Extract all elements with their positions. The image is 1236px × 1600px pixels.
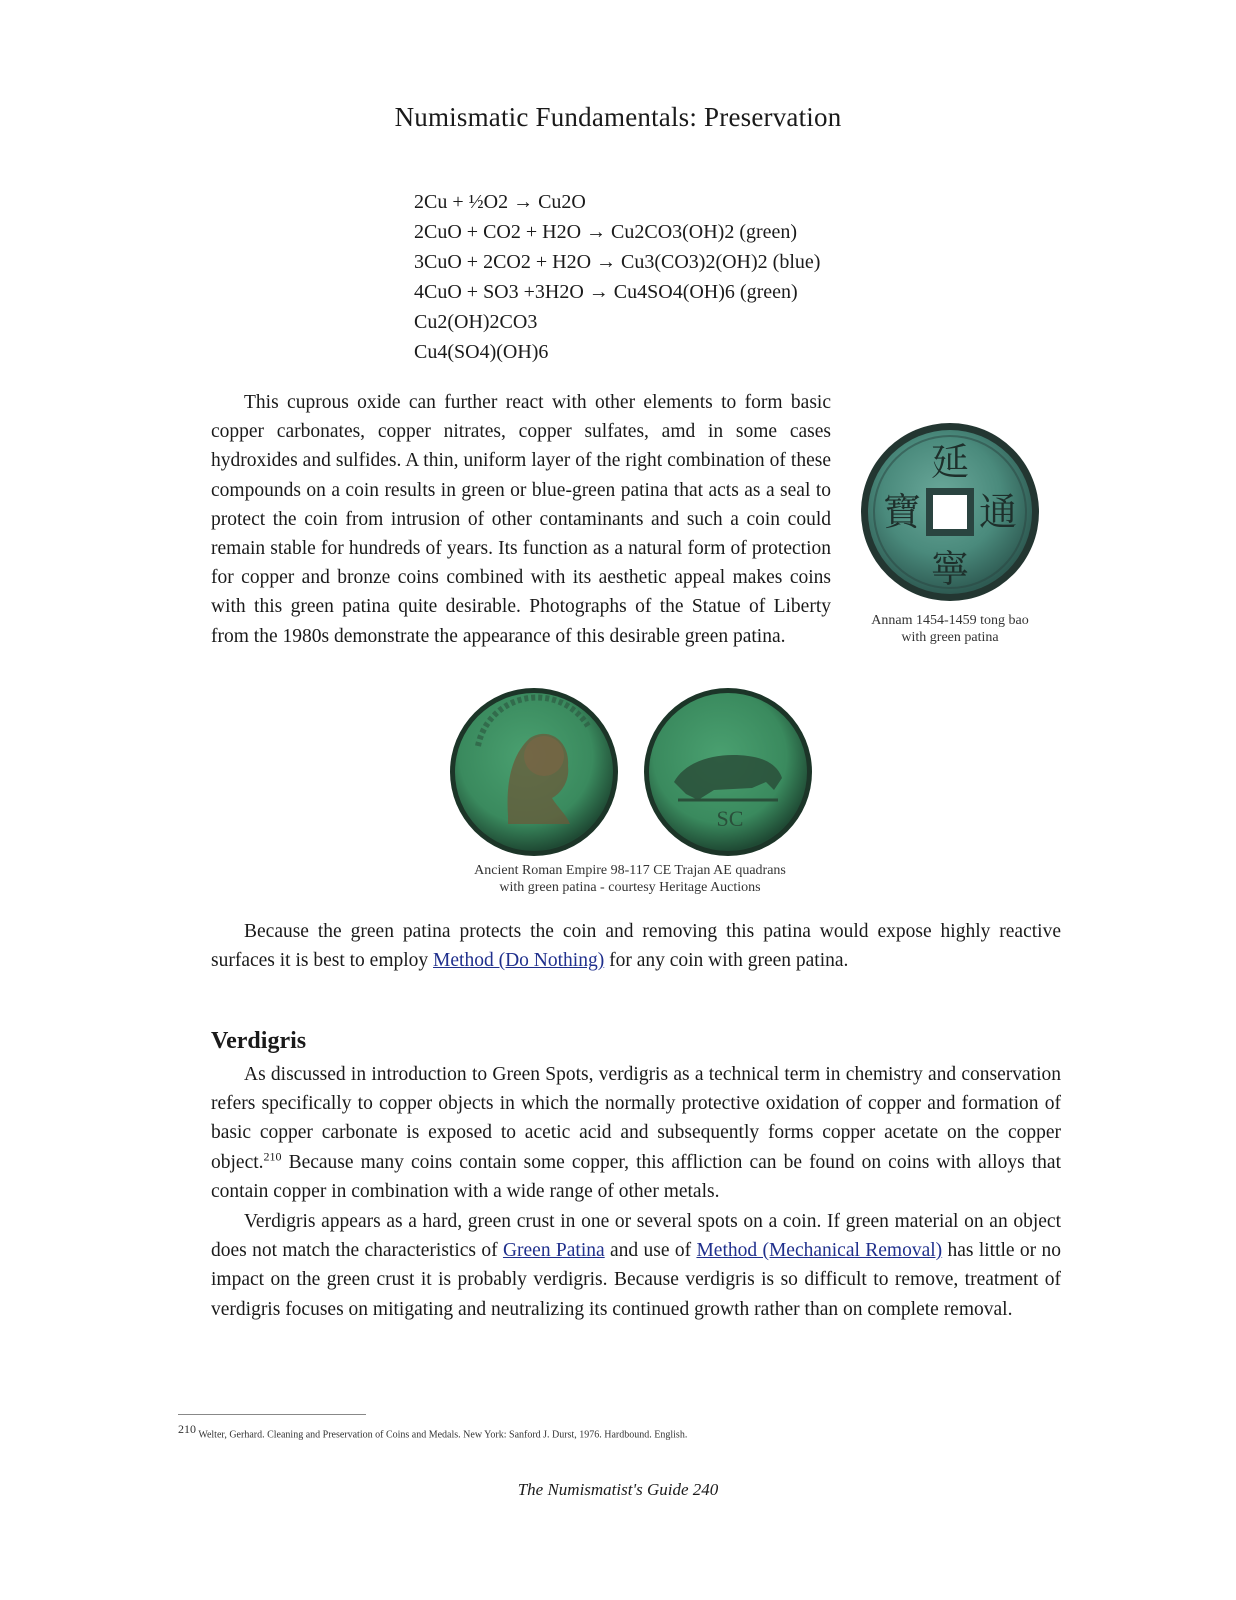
equation-line: Cu4(SO4)(OH)6	[414, 341, 549, 363]
equation-line: 3CuO + 2CO2 + H2O → Cu3(CO3)2(OH)2 (blue)	[414, 251, 821, 273]
equation-line: 2Cu + ½O2 → Cu2O	[414, 191, 586, 213]
equation-line: Cu2(OH)2CO3	[414, 311, 538, 333]
verdigris-paragraph-2: Verdigris appears as a hard, green crust in one or several spots on a coin. If green material on an object does not match the characteristics of Green Patina and use of Method (Mechanical Removal) has little or no impact on the green crust it is probably verdigris. Because verdigris is so difficult to remove, treatment of verdigris focuses on mitigating and neutralizing its continued growth rather than on complete removal.	[211, 1211, 1061, 1320]
coin-char-right: 通	[978, 490, 1018, 534]
method-do-nothing-link[interactable]: Method (Do Nothing)	[433, 950, 605, 972]
footnote-divider	[178, 1414, 366, 1415]
footnote: $^{210}$ Welter, Gerhard. Cleaning and Preservation of Coins and Medals. New York: Sanford J. Durst, 1976. Hardbound. English.	[178, 1422, 688, 1441]
page-title: Numismatic Fundamentals: Preservation	[394, 102, 842, 132]
chemical-equations	[414, 187, 820, 367]
footnote-ref[interactable]: 210	[263, 1149, 282, 1164]
annam-caption: Annam 1454-1459 tong bao with green patina	[871, 613, 1029, 645]
sc-legend: SC	[716, 806, 744, 831]
roman-caption: Ancient Roman Empire 98-117 CE Trajan AE quadrans with green patina - courtesy Heritage Auctions	[474, 863, 786, 895]
coin-char-left: 寶	[882, 490, 922, 534]
green-patina-link[interactable]: Green Patina	[502, 1240, 605, 1262]
page-footer: The Numismatist's Guide 240	[517, 1480, 719, 1499]
annam-coin-image	[860, 422, 1040, 602]
equation-line: 2CuO + CO2 + H2O → Cu2CO3(OH)2 (green)	[414, 221, 798, 243]
patina-paragraph: This cuprous oxide can further react with other elements to form basic copper carbonates, copper nitrates, copper sulfates, amd in some cases hydroxides and sulfides. A thin, uniform layer of the right combination of these compounds on a coin results in green or blue-green patina that acts as a seal to protect the coin from intrusion of other contaminants and such a coin could remain stable for hundreds of years. Its function as a natural form of protection for copper and bronze coins combined with its aesthetic appeal makes coins with this green patina quite desirable. Photographs of the Statue of Liberty from the 1980s demonstrate the appearance of this desirable green patina.	[211, 392, 831, 647]
equation-line: 4CuO + SO3 +3H2O → Cu4SO4(OH)6 (green)	[414, 281, 798, 303]
roman-quadrans-image	[448, 686, 814, 860]
do-nothing-paragraph: Because the green patina protects the coin and removing this patina would expose highly reactive surfaces it is best to employ Method (Do Nothing) for any coin with green patina.	[211, 921, 1061, 972]
method-mechanical-removal-link[interactable]: Method (Mechanical Removal)	[696, 1240, 943, 1262]
coin-char-top: 延	[930, 440, 970, 484]
coin-char-bottom: 寧	[930, 547, 970, 591]
verdigris-paragraph-1: As discussed in introduction to Green Spots, verdigris as a technical term in chemistry and conservation refers specifically to copper objects in which the normally protective oxidation of copper and formation of basic copper carbonate is exposed to acetic acid and subsequently forms copper acetate on the copper object.$^{210}$ Because many coins contain some copper, this affliction can be found on coins with alloys that contain copper in combination with a wide range of other metals.	[211, 1064, 1061, 1202]
verdigris-heading: Verdigris	[211, 1028, 307, 1054]
